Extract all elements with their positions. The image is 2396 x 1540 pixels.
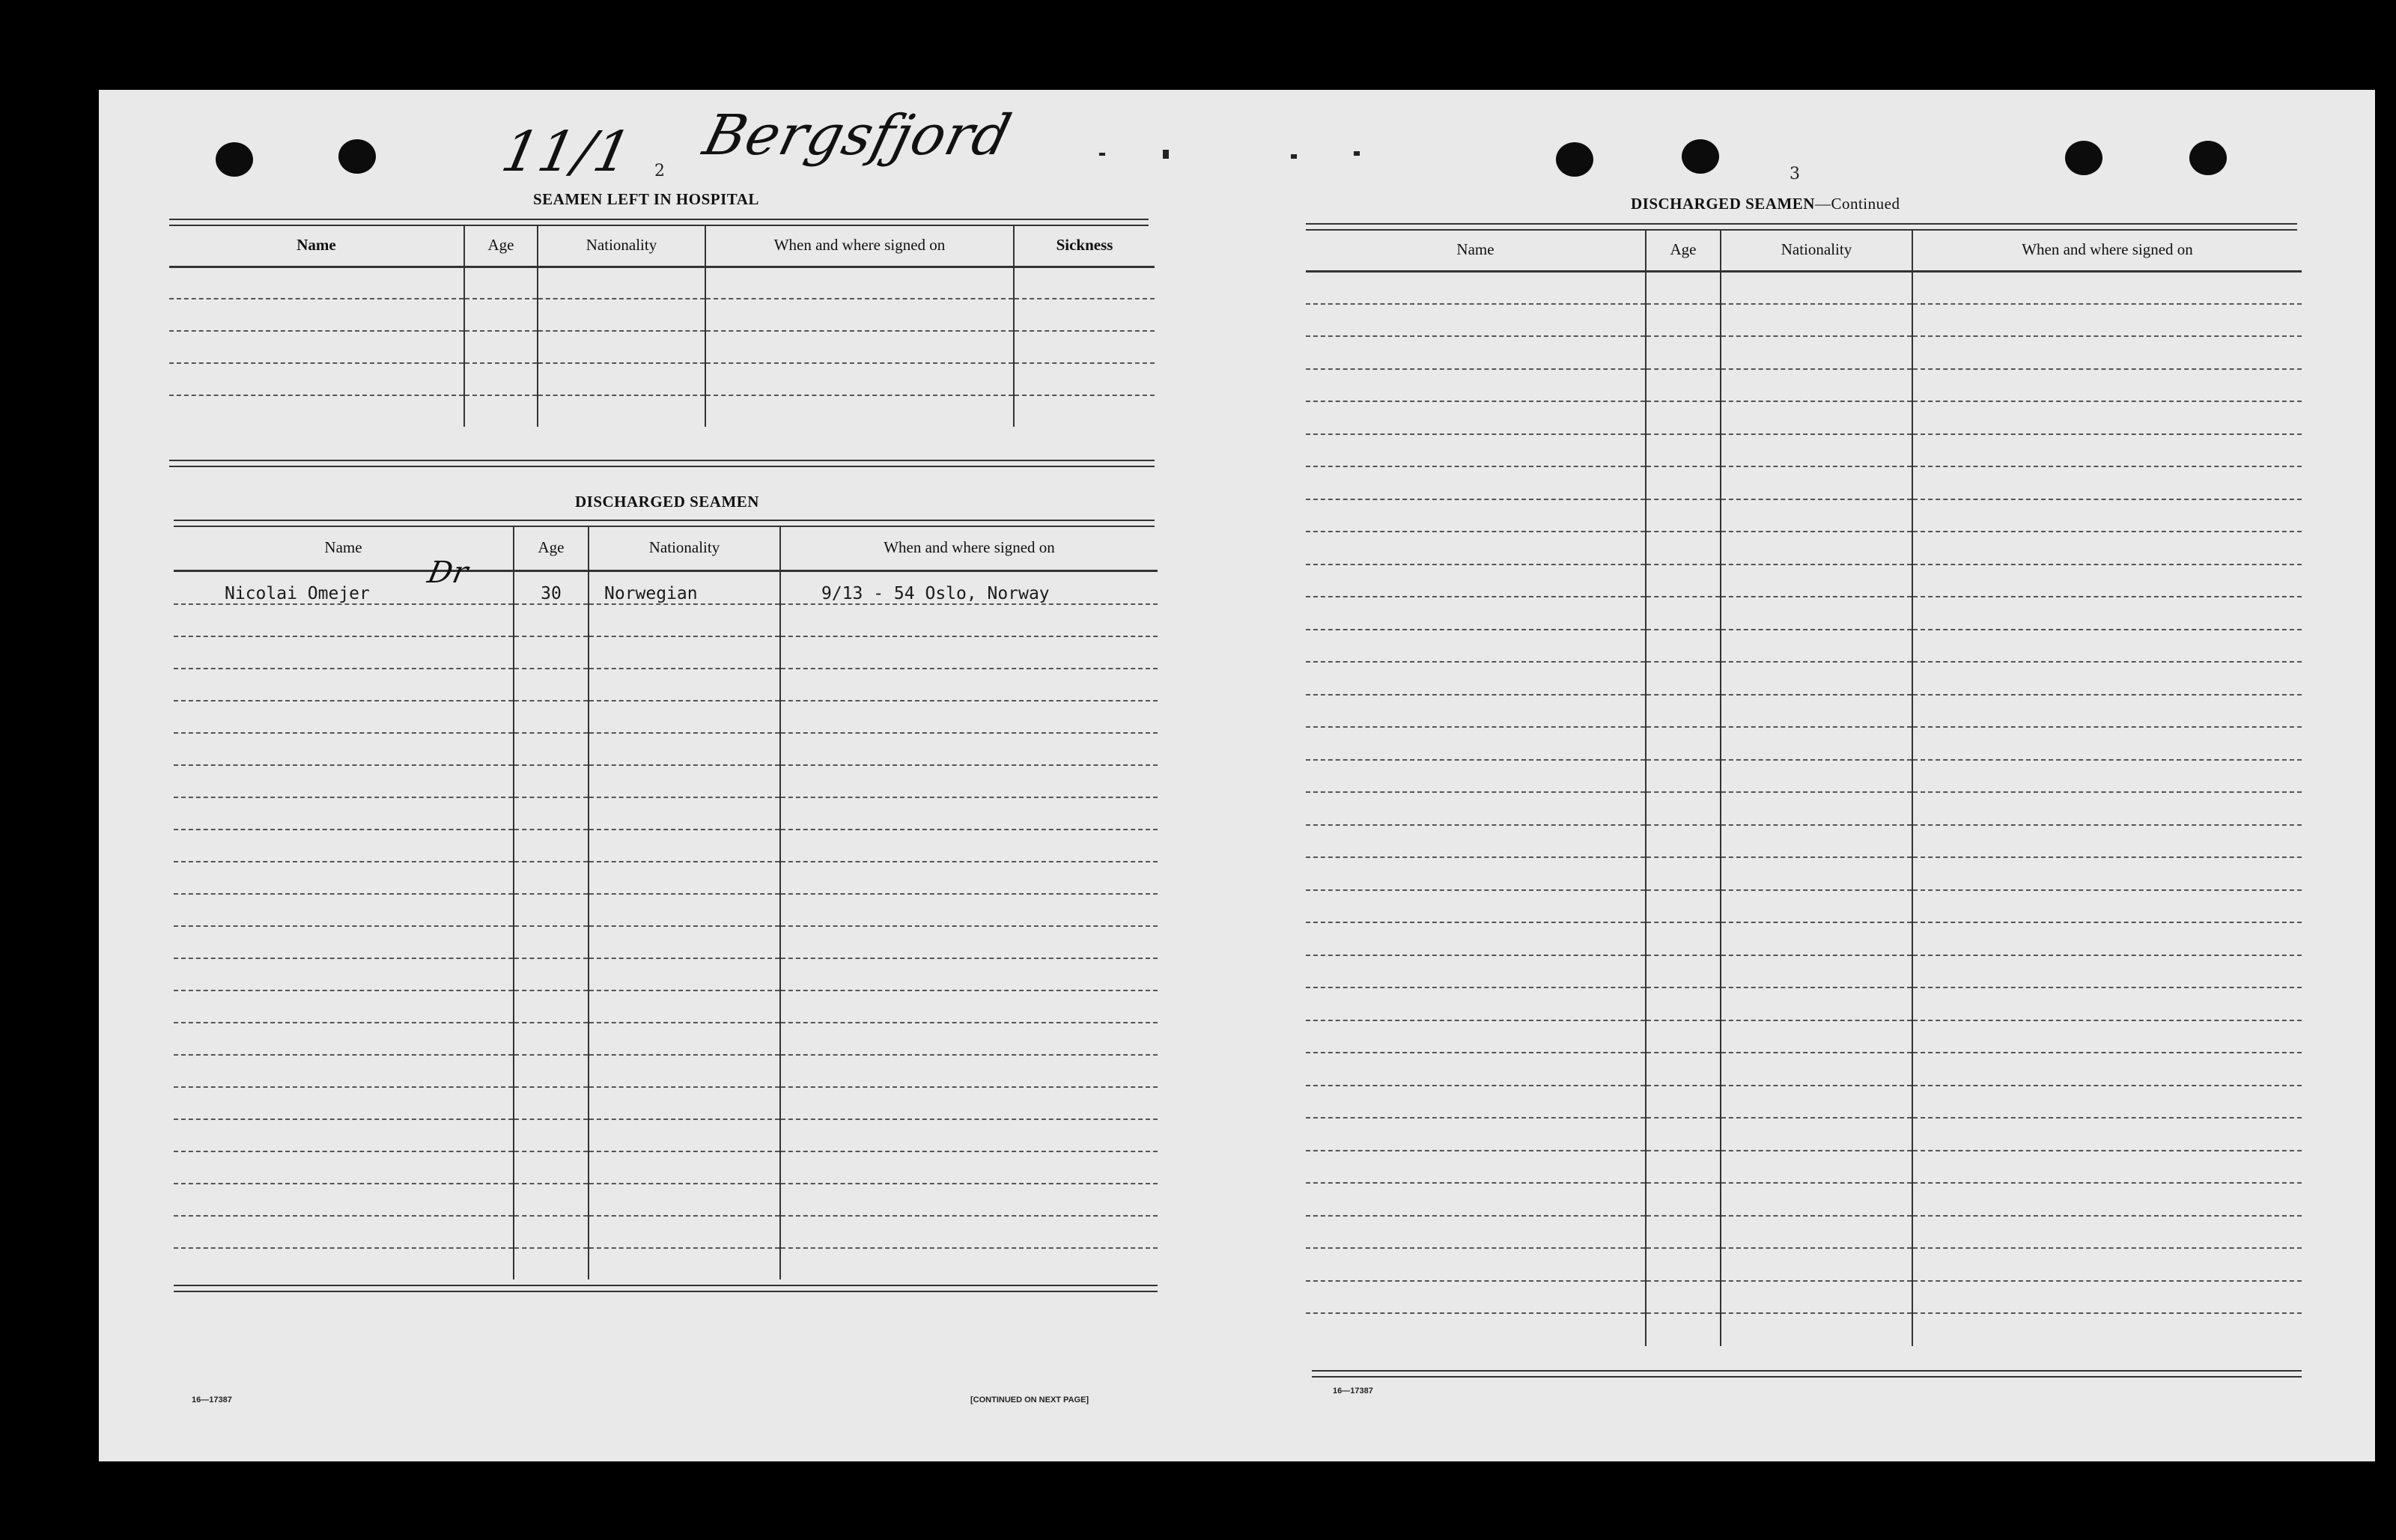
cell	[1721, 662, 1912, 695]
cell	[1306, 922, 1646, 955]
cell	[1912, 369, 2302, 402]
cell	[780, 1184, 1158, 1216]
cell	[514, 1023, 589, 1055]
cell	[514, 990, 589, 1023]
cell	[1306, 792, 1646, 825]
cell	[780, 1151, 1158, 1184]
cell	[780, 797, 1158, 830]
cell	[1721, 760, 1912, 793]
cell	[1721, 1281, 1912, 1314]
cell	[780, 1119, 1158, 1151]
cell	[514, 926, 589, 958]
discharged-table	[174, 526, 1158, 1279]
cell	[1721, 1151, 1912, 1184]
cell	[1912, 922, 2302, 955]
cell	[1014, 363, 1155, 395]
cell	[1646, 499, 1721, 532]
cell	[1014, 267, 1155, 299]
cell	[780, 1216, 1158, 1248]
cell	[1721, 304, 1912, 337]
cell	[1306, 1281, 1646, 1314]
cell	[589, 862, 780, 894]
cell	[705, 331, 1014, 363]
cell	[1912, 1183, 2302, 1216]
cell	[1306, 1183, 1646, 1216]
cell	[1646, 630, 1721, 663]
cell	[1721, 434, 1912, 467]
cell	[1912, 532, 2302, 564]
column-header-nationality: Nationality	[589, 526, 780, 570]
cell	[1721, 1216, 1912, 1249]
cell	[514, 830, 589, 862]
page-number-left: 2	[654, 162, 665, 180]
cell	[514, 797, 589, 830]
cell	[174, 1216, 514, 1248]
cell	[589, 604, 780, 636]
cell	[514, 1151, 589, 1184]
cell	[1306, 1151, 1646, 1184]
cell	[1721, 369, 1912, 402]
cell	[174, 1119, 514, 1151]
section-title-hospital: SEAMEN LEFT IN HOSPITAL	[533, 190, 759, 208]
cell	[780, 1023, 1158, 1055]
section-title-discharged-continued	[1631, 195, 1900, 213]
column-header-age: Age	[464, 225, 538, 267]
cell	[174, 830, 514, 862]
continued-note: [CONTINUED ON NEXT PAGE]	[970, 1396, 1089, 1404]
cell	[1646, 336, 1721, 369]
punch-hole	[338, 139, 376, 174]
cell	[514, 636, 589, 669]
cell	[514, 1087, 589, 1119]
handwritten-date: 11/1	[496, 120, 638, 184]
cell	[1646, 890, 1721, 923]
cell	[1646, 1313, 1721, 1346]
cell	[514, 1184, 589, 1216]
cell	[705, 395, 1014, 427]
cell	[1721, 401, 1912, 434]
cell	[1014, 331, 1155, 363]
form-number-right: 16—17387	[1333, 1387, 1373, 1396]
cell	[1306, 499, 1646, 532]
cell	[464, 363, 538, 395]
ink-speck	[1099, 153, 1105, 156]
cell	[514, 604, 589, 636]
cell	[1721, 1183, 1912, 1216]
cell	[174, 669, 514, 701]
title-continued: —Continued	[1814, 195, 1900, 213]
cell	[1912, 955, 2302, 988]
cell	[1646, 1086, 1721, 1119]
cell	[705, 363, 1014, 395]
punch-hole	[2189, 141, 2227, 175]
title-main: DISCHARGED SEAMEN	[1631, 195, 1815, 213]
cell	[589, 733, 780, 765]
cell	[1912, 630, 2302, 663]
cell	[174, 1055, 514, 1087]
cell	[780, 604, 1158, 636]
cell	[780, 636, 1158, 669]
cell	[169, 363, 464, 395]
cell	[1721, 825, 1912, 858]
cell	[1912, 564, 2302, 597]
cell	[514, 669, 589, 701]
cell	[589, 1055, 780, 1087]
cell	[1721, 597, 1912, 630]
seaman-signed-on: 9/13 - 54 Oslo, Norway	[821, 584, 1050, 603]
handwritten-ship-name: Bergsfjord	[697, 103, 1018, 168]
cell	[1912, 401, 2302, 434]
cell	[169, 395, 464, 427]
rule-double	[174, 1285, 1158, 1292]
cell	[538, 395, 705, 427]
section-title-discharged: DISCHARGED SEAMEN	[575, 493, 759, 511]
rule-double	[169, 460, 1155, 467]
cell	[780, 958, 1158, 990]
cell	[1912, 1313, 2302, 1346]
cell	[1721, 1118, 1912, 1151]
cell	[1646, 271, 1721, 304]
cell	[1646, 1248, 1721, 1281]
cell	[1721, 890, 1912, 923]
cell	[1306, 955, 1646, 988]
cell	[1646, 1281, 1721, 1314]
cell	[1721, 564, 1912, 597]
cell	[514, 894, 589, 926]
cell	[1306, 630, 1646, 663]
cell	[589, 1248, 780, 1279]
cell	[1646, 760, 1721, 793]
cell	[780, 765, 1158, 797]
cell	[1306, 857, 1646, 890]
form-number-left: 16—17387	[192, 1396, 232, 1404]
cell	[174, 1151, 514, 1184]
cell	[538, 363, 705, 395]
rule-double	[1312, 1370, 2302, 1378]
cell	[1306, 727, 1646, 760]
cell	[1912, 987, 2302, 1020]
cell	[1306, 695, 1646, 728]
cell	[1014, 395, 1155, 427]
cell	[174, 862, 514, 894]
cell	[1306, 1086, 1646, 1119]
cell	[1721, 466, 1912, 499]
cell	[1306, 336, 1646, 369]
cell	[589, 830, 780, 862]
cell	[1721, 727, 1912, 760]
cell	[1912, 499, 2302, 532]
column-header-name: Name	[169, 225, 464, 267]
cell	[589, 701, 780, 733]
cell	[464, 267, 538, 299]
cell	[1646, 532, 1721, 564]
cell	[1306, 760, 1646, 793]
cell	[1306, 369, 1646, 402]
cell	[1721, 1086, 1912, 1119]
column-header-signed-on: When and where signed on	[780, 526, 1158, 570]
cell	[589, 1119, 780, 1151]
cell	[1721, 1020, 1912, 1053]
column-header-age: Age	[1646, 229, 1721, 271]
cell	[514, 733, 589, 765]
cell	[1912, 695, 2302, 728]
cell	[174, 926, 514, 958]
cell	[1646, 825, 1721, 858]
cell	[1912, 336, 2302, 369]
cell	[780, 862, 1158, 894]
cell	[1646, 662, 1721, 695]
cell	[1912, 1118, 2302, 1151]
cell	[1306, 825, 1646, 858]
cell	[1912, 825, 2302, 858]
table-row	[174, 570, 1158, 604]
cell	[1646, 955, 1721, 988]
cell	[780, 926, 1158, 958]
cell	[169, 331, 464, 363]
cell	[1721, 987, 1912, 1020]
cell	[780, 1055, 1158, 1087]
manifest-sheet	[99, 90, 2375, 1461]
cell	[1912, 597, 2302, 630]
seaman-name: Nicolai Omejer	[225, 584, 370, 603]
cell	[174, 894, 514, 926]
cell	[1646, 1118, 1721, 1151]
cell	[1306, 271, 1646, 304]
cell	[1912, 304, 2302, 337]
cell	[174, 1087, 514, 1119]
cell	[1306, 1248, 1646, 1281]
cell	[780, 1087, 1158, 1119]
cell	[1306, 1118, 1646, 1151]
cell	[1721, 922, 1912, 955]
discharged-continued-table	[1306, 229, 2302, 1346]
cell	[174, 958, 514, 990]
cell	[174, 1184, 514, 1216]
cell	[1646, 1151, 1721, 1184]
cell	[589, 990, 780, 1023]
ink-speck	[1163, 150, 1169, 159]
punch-hole	[1556, 142, 1593, 177]
cell	[589, 1216, 780, 1248]
cell	[1646, 922, 1721, 955]
cell	[1646, 1020, 1721, 1053]
cell	[1912, 1248, 2302, 1281]
ink-speck	[1291, 154, 1297, 159]
cell	[780, 894, 1158, 926]
cell	[1306, 532, 1646, 564]
cell	[514, 862, 589, 894]
cell	[1306, 987, 1646, 1020]
cell	[1721, 792, 1912, 825]
cell	[1721, 630, 1912, 663]
cell	[464, 395, 538, 427]
cell	[589, 1023, 780, 1055]
cell	[589, 797, 780, 830]
column-header-name: Name	[1306, 229, 1646, 271]
cell	[1014, 299, 1155, 331]
cell	[1912, 792, 2302, 825]
cell	[464, 331, 538, 363]
cell	[464, 299, 538, 331]
cell	[514, 1119, 589, 1151]
cell	[1646, 792, 1721, 825]
cell	[174, 604, 514, 636]
cell	[1721, 955, 1912, 988]
cell	[1721, 857, 1912, 890]
cell	[589, 894, 780, 926]
cell	[174, 701, 514, 733]
cell	[1646, 401, 1721, 434]
cell	[169, 299, 464, 331]
cell	[1912, 857, 2302, 890]
cell	[589, 926, 780, 958]
cell	[1912, 1151, 2302, 1184]
cell	[780, 990, 1158, 1023]
cell	[1721, 1248, 1912, 1281]
seaman-age: 30	[541, 584, 562, 603]
ink-speck	[1354, 151, 1360, 156]
column-header-age: Age	[514, 526, 589, 570]
cell	[1721, 532, 1912, 564]
punch-hole	[1682, 139, 1719, 174]
cell	[538, 331, 705, 363]
cell	[780, 733, 1158, 765]
cell	[174, 990, 514, 1023]
page-number-right: 3	[1790, 165, 1800, 183]
punch-hole	[2065, 141, 2102, 175]
column-header-signed-on: When and where signed on	[705, 225, 1014, 267]
cell	[1306, 304, 1646, 337]
cell	[514, 958, 589, 990]
cell	[1912, 271, 2302, 304]
cell	[1721, 695, 1912, 728]
cell	[1646, 304, 1721, 337]
cell	[1646, 434, 1721, 467]
cell	[174, 1248, 514, 1279]
cell	[780, 701, 1158, 733]
cell	[1721, 336, 1912, 369]
cell	[514, 1248, 589, 1279]
cell	[1912, 434, 2302, 467]
cell	[1721, 1053, 1912, 1086]
cell	[1912, 1020, 2302, 1053]
cell	[1912, 727, 2302, 760]
cell	[169, 267, 464, 299]
cell	[1306, 1313, 1646, 1346]
cell	[1646, 695, 1721, 728]
seaman-nationality: Norwegian	[604, 584, 698, 603]
cell	[514, 765, 589, 797]
cell	[1646, 466, 1721, 499]
cell	[1721, 499, 1912, 532]
column-header-nationality: Nationality	[538, 225, 705, 267]
cell	[589, 958, 780, 990]
cell	[1306, 662, 1646, 695]
cell	[780, 669, 1158, 701]
cell	[1306, 401, 1646, 434]
cell	[705, 267, 1014, 299]
cell	[1912, 1281, 2302, 1314]
cell	[1912, 466, 2302, 499]
cell	[174, 733, 514, 765]
cell	[1912, 1086, 2302, 1119]
cell	[1306, 1053, 1646, 1086]
cell	[1646, 727, 1721, 760]
cell	[1912, 760, 2302, 793]
cell	[514, 701, 589, 733]
cell	[174, 797, 514, 830]
cell	[514, 1216, 589, 1248]
cell	[589, 1087, 780, 1119]
cell	[1912, 890, 2302, 923]
cell	[1646, 987, 1721, 1020]
cell	[1646, 564, 1721, 597]
hospital-table	[169, 225, 1155, 427]
cell	[589, 669, 780, 701]
cell	[1646, 369, 1721, 402]
cell	[1306, 434, 1646, 467]
cell	[1912, 1053, 2302, 1086]
column-header-name: Name	[174, 526, 514, 570]
cell	[1306, 1216, 1646, 1249]
column-header-signed-on: When and where signed on	[1912, 229, 2302, 271]
cell	[538, 299, 705, 331]
cell	[1646, 857, 1721, 890]
cell	[1306, 890, 1646, 923]
column-header-nationality: Nationality	[1721, 229, 1912, 271]
cell	[589, 636, 780, 669]
cell	[174, 765, 514, 797]
cell	[705, 299, 1014, 331]
cell	[1646, 1216, 1721, 1249]
cell	[1721, 271, 1912, 304]
punch-hole	[216, 142, 253, 177]
cell	[1306, 1020, 1646, 1053]
cell	[589, 1184, 780, 1216]
cell	[1306, 597, 1646, 630]
cell	[174, 636, 514, 669]
cell	[1721, 1313, 1912, 1346]
cell	[589, 1151, 780, 1184]
cell	[1646, 597, 1721, 630]
cell	[1646, 1183, 1721, 1216]
cell	[538, 267, 705, 299]
cell	[1306, 564, 1646, 597]
cell	[1306, 466, 1646, 499]
cell	[780, 1248, 1158, 1279]
cell	[1912, 662, 2302, 695]
cell	[589, 765, 780, 797]
cell	[174, 1023, 514, 1055]
cell	[780, 830, 1158, 862]
cell	[1646, 1053, 1721, 1086]
cell	[514, 1055, 589, 1087]
handwritten-initials: Dr	[425, 555, 472, 590]
column-header-sickness: Sickness	[1014, 225, 1155, 267]
cell	[1912, 1216, 2302, 1249]
